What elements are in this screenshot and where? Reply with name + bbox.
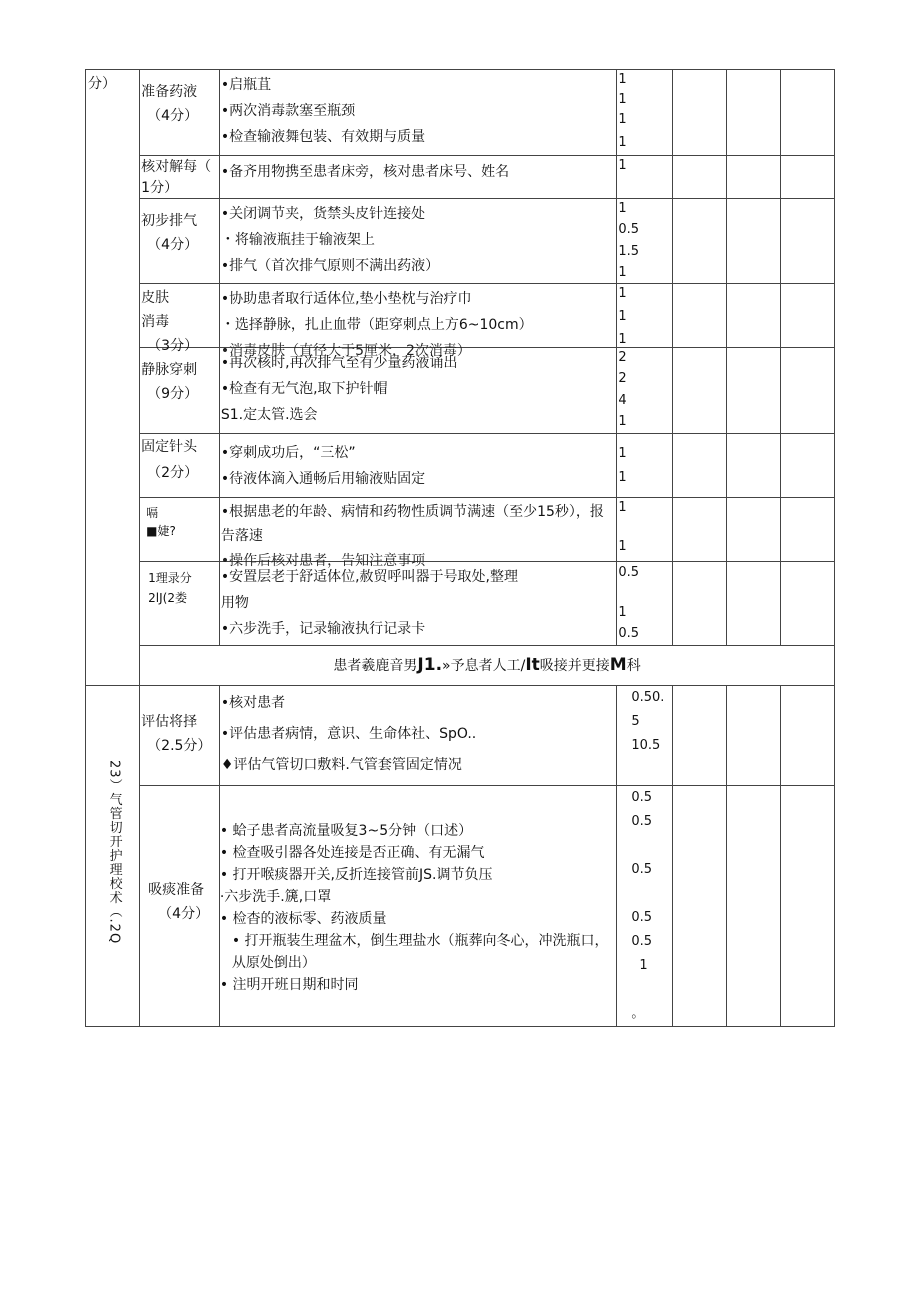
score-value: 1 [639, 958, 648, 973]
table-row [86, 434, 835, 498]
item-name: 固定针头 [141, 439, 198, 455]
item-score: （9分） [147, 386, 199, 402]
score-value: 0.50. [631, 690, 665, 705]
score-cell [617, 70, 672, 156]
score-value: 1 [618, 72, 627, 87]
content-line: •启瓶苴 [220, 77, 272, 93]
content-line: S1.定太管.选会 [220, 407, 318, 423]
blank-cell [780, 284, 834, 348]
score-value: 1 [618, 112, 627, 127]
content-line: • 检杳的液标零、药液质量 [219, 911, 387, 927]
content-line: •协助患者取行适体位,垫小垫枕与治疗巾 [220, 291, 472, 307]
item-name: 吸痰准备 [148, 882, 205, 898]
content-line: 用物 [220, 595, 249, 611]
content-cell [219, 562, 616, 646]
score-value: 10.5 [631, 738, 661, 753]
score-value: 1 [618, 332, 627, 347]
item-cell [140, 434, 220, 498]
content-line: •再次核时,再次排气至有少量药液诵出 [220, 355, 458, 371]
table-row [86, 498, 835, 562]
blank-cell [780, 686, 834, 786]
content-line: •关闭调节夹，货禁头皮针连接处 [220, 206, 426, 222]
item-score: （4分） [147, 237, 199, 253]
score-value [631, 834, 671, 858]
item-score: （2.5分） [147, 738, 212, 754]
blank-cell [672, 498, 726, 562]
blank-cell [726, 686, 780, 786]
table-row [86, 156, 835, 199]
score-value [631, 978, 671, 1002]
content-line: • 检查吸引器各处连接是否正确、有无漏气 [219, 845, 485, 861]
item-name: 初步排气 [141, 213, 198, 229]
score-value: 0.5 [631, 910, 653, 925]
table-row [86, 646, 835, 686]
blank-cell [780, 199, 834, 284]
score-value: 1 [618, 605, 627, 620]
blank-cell [672, 156, 726, 199]
score-value: 0.5 [618, 222, 640, 237]
content-cell [219, 686, 616, 786]
score-value: 1.5 [618, 244, 640, 259]
blank-cell [726, 70, 780, 156]
section-label: 分） [86, 70, 140, 686]
item-cell [140, 199, 220, 284]
score-value: 0.5 [631, 790, 653, 805]
score-value [631, 882, 671, 906]
score-value: 0.5 [618, 626, 640, 641]
score-value: 1 [618, 92, 627, 107]
score-value: 1 [618, 470, 627, 485]
blank-cell [726, 199, 780, 284]
content-line: • 打开瓶装生理盆木，倒生理盐水（瓶葬向冬心，冲洗瓶口，从原处倒出） [231, 933, 609, 971]
item-name: 准备药液 [141, 84, 198, 100]
score-value: 1 [618, 539, 627, 554]
content-line: •检查有无气泡,取下护针帽 [220, 381, 388, 397]
content-line: •六步洗手，记录输液执行记录卡 [220, 621, 426, 637]
score-value: 1 [618, 500, 627, 515]
blank-cell [726, 284, 780, 348]
content-line: ♦评估气管切口敷料.气管套管固定情况 [220, 757, 462, 773]
content-line: •备齐用物携至患者床旁，核对患者床号、姓名 [220, 164, 510, 180]
content-cell [219, 199, 616, 284]
section-label [86, 686, 140, 1027]
content-cell [219, 156, 616, 199]
item-name: 嗝 [146, 506, 159, 520]
blank-cell [780, 786, 834, 1027]
merged-text-1: 患者羲鹿音男 [333, 657, 418, 674]
item-cell [140, 284, 220, 354]
blank-cell [672, 686, 726, 786]
table-row [86, 70, 835, 156]
score-value: 。 [631, 1006, 645, 1021]
content-line: •检查输液舞包装、有效期与质量 [220, 129, 426, 145]
content-cell [219, 498, 616, 569]
item-name: 静脉穿刺 [141, 362, 198, 378]
content-line: •评估患者病情，意识、生命体社、SpO.. [220, 726, 477, 742]
content-line: • 打开喉痰器开关,反折连接管前JS.调节负压 [219, 867, 493, 883]
blank-cell [726, 498, 780, 562]
item-score: （4分） [158, 906, 210, 922]
blank-cell [780, 434, 834, 498]
item-name-2: 消毒 [141, 314, 170, 330]
merged-text-2: »予息者人工/ [442, 657, 526, 674]
score-value: 5 [631, 714, 640, 729]
content-line: •穿刺成功后，“三松” [220, 445, 356, 461]
score-value: 1 [618, 201, 627, 216]
item-name: 评估将择 [141, 714, 198, 730]
merged-text-4: 科 [626, 657, 641, 674]
procedure-score-table [85, 69, 835, 1027]
table-row [86, 786, 835, 1027]
score-cell [617, 786, 672, 1027]
item-cell [140, 348, 220, 434]
item-name-2: 2lJ(2娄 [148, 591, 187, 605]
blank-cell [672, 199, 726, 284]
score-cell [617, 284, 672, 348]
score-value: 0.5 [631, 934, 653, 949]
blank-cell [672, 434, 726, 498]
blank-cell [780, 70, 834, 156]
content-cell [219, 786, 616, 1027]
blank-cell [780, 156, 834, 199]
table-row [86, 686, 835, 786]
merged-heading [140, 646, 835, 686]
content-cell [219, 70, 616, 156]
item-score: 1分） [141, 180, 179, 196]
score-cell [617, 156, 672, 199]
section-title: 23）气管切开护理校术（.2Q [106, 760, 122, 945]
content-line: •根据患老的年龄、病情和药物性质调节满速（至少15秒），报告落速 [220, 504, 604, 544]
content-cell [219, 348, 616, 434]
blank-cell [726, 156, 780, 199]
blank-cell [672, 348, 726, 434]
item-score: （2分） [147, 465, 199, 481]
score-cell [617, 434, 672, 498]
content-line: • 注明开班日期和时同 [219, 977, 359, 993]
content-line: •两次消毒款塞至瓶颈 [220, 103, 356, 119]
item-cell [140, 70, 220, 156]
score-value: 0.5 [631, 814, 653, 829]
blank-cell [780, 498, 834, 562]
score-value: 0.5 [618, 565, 640, 580]
blank-cell [726, 434, 780, 498]
score-value: 4 [618, 393, 627, 408]
score-value: 2 [618, 371, 627, 386]
blank-cell [780, 348, 834, 434]
item-cell [140, 498, 220, 562]
item-name: 1理录分 [148, 571, 192, 585]
blank-cell [672, 284, 726, 348]
item-cell [140, 786, 220, 1027]
blank-cell [672, 70, 726, 156]
table-row [86, 562, 835, 646]
score-value: 2 [618, 350, 627, 365]
item-name: 皮肤 [141, 290, 170, 306]
item-score: （3分） [147, 338, 199, 354]
score-value: 1 [618, 135, 627, 150]
score-cell [617, 562, 672, 646]
content-line: ·六步洗手.篪,口罩 [219, 889, 332, 905]
content-line: ・选择静脉，扎止血带（距穿刺点上方6~10cm） [220, 317, 533, 333]
content-line: •待液体滴入通畅后用输液贴固定 [220, 471, 426, 487]
content-line: ・将输液瓶挂于输液架上 [220, 232, 375, 248]
content-line: •排气（首次排气原则不满出药液） [220, 258, 440, 274]
content-cell [219, 284, 616, 359]
score-value: 1 [618, 286, 627, 301]
blank-cell [672, 562, 726, 646]
blank-cell [780, 562, 834, 646]
score-value: 1 [618, 309, 627, 324]
score-value: 1 [618, 446, 627, 461]
merged-bold-2: It [525, 654, 540, 675]
blank-cell [672, 786, 726, 1027]
item-cell [140, 562, 220, 646]
score-value: 0.5 [631, 862, 653, 877]
item-name: 核对解每（ [141, 159, 212, 175]
merged-bold-3: M [609, 654, 627, 675]
content-line: •核对患者 [220, 695, 286, 711]
merged-bold-1: J1. [417, 654, 443, 675]
table-row [86, 284, 835, 348]
score-value: 1 [618, 158, 627, 173]
score-cell [617, 498, 672, 562]
item-score: （4分） [147, 108, 199, 124]
score-value: 1 [618, 265, 627, 280]
score-cell [617, 199, 672, 284]
score-cell [617, 686, 672, 786]
content-line: •消毒皮肤（直径大于5厘米，2次消毒） [220, 343, 471, 359]
content-line: • 蛤子患者高流量吸复3~5分钟（口述） [219, 823, 473, 839]
table-row [86, 199, 835, 284]
score-value: 1 [618, 414, 627, 429]
blank-cell [726, 348, 780, 434]
merged-text-3: 吸接并更接 [539, 657, 610, 674]
blank-cell [726, 786, 780, 1027]
item-name-2: ■婕? [146, 524, 176, 538]
score-cell [617, 348, 672, 434]
blank-cell [726, 562, 780, 646]
content-line: •安置层老于舒适体位,赦贸呼叫器于号取处,整理 [220, 569, 519, 585]
content-cell [219, 434, 616, 498]
content-line: •操作后核对患者，告知注意事项 [220, 553, 426, 569]
item-cell [140, 156, 220, 199]
item-cell [140, 686, 220, 786]
